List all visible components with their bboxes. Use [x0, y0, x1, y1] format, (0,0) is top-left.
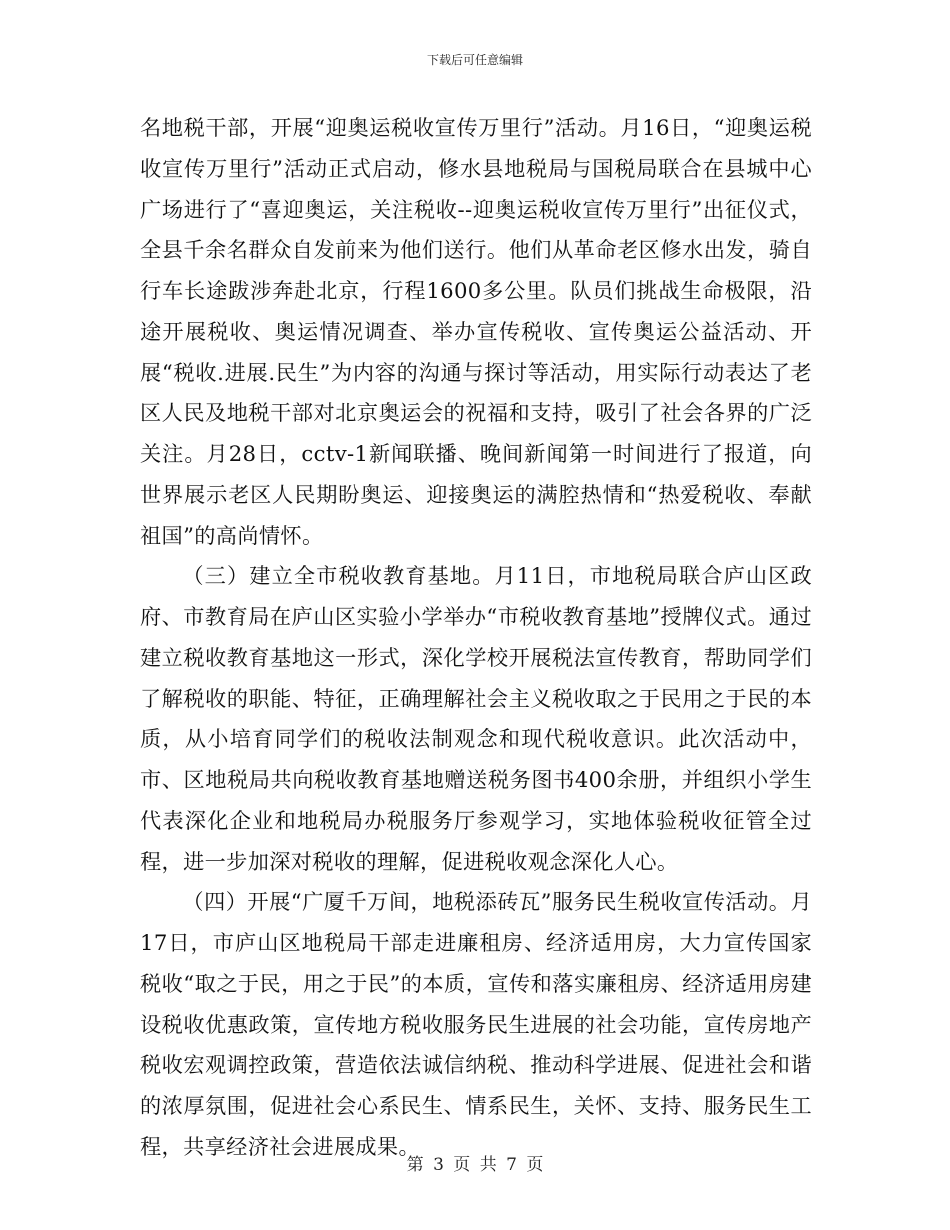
document-body — [140, 108, 812, 1168]
page-header-note: 下载后可任意编辑 — [426, 53, 523, 67]
page-number-footer: 第 3 页 共 7 页 — [406, 1155, 544, 1175]
paragraph-section-three: （三）建立全市税收教育基地。月11日，市地税局联合庐山区政府、市教育局在庐山区实验小学举办“市税收教育基地”授牌仪式。通过建立税收教育基地这一形式，深化学校开展税法宣传教育，帮助同学们了解税收的职能、特征，正确理解社会主义税收取之于民用之于民的本质，从小培育同学们的税收法制观念和现代税收意识。此次活动中，市、区地税局共向税收教育基地赠送税务图书400余册，并组织小学生代表深化企业和地税局办税服务厅参观学习，实地体验税收征管全过程，进一步加深对税收的理解，促进税收观念深化人心。 — [140, 563, 812, 874]
paragraph-continuation: 名地税干部，开展“迎奥运税收宣传万里行”活动。月16日，“迎奥运税收宣传万里行”活动正式启动，修水县地税局与国税局联合在县城中心广场进行了“喜迎奥运，关注税收--迎奥运税收宣传万里行”出征仪式，全县千余名群众自发前来为他们送行。他们从革命老区修水出发，骑自行车长途跋涉奔赴北京，行程1600多公里。队员们挑战生命极限，沿途开展税收、奥运情况调查、举办宣传税收、宣传奥运公益活动、开展“税收.进展.民生”为内容的沟通与探讨等活动，用实际行动表达了老区人民及地税干部对北京奥运会的祝福和支持，吸引了社会各界的广泛关注。月28日，cctv-1新闻联播、晚间新闻第一时间进行了报道，向世界展示老区人民期盼奥运、迎接奥运的满腔热情和“热爱税收、奉献祖国”的高尚情怀。 — [140, 115, 812, 548]
paragraph-section-four: （四）开展“广厦千万间，地税添砖瓦”服务民生税收宣传活动。月17日，市庐山区地税局干部走进廉租房、经济适用房，大力宣传国家税收“取之于民，用之于民”的本质，宣传和落实廉租房、经济适用房建设税收优惠政策，宣传地方税收服务民生进展的社会功能，宣传房地产税收宏观调控政策，营造依法诚信纳税、推动科学进展、促进社会和谐的浓厚氛围，促进社会心系民生、情系民生，关怀、支持、服务民生工程，共享经济社会进展成果。 — [140, 889, 812, 1159]
